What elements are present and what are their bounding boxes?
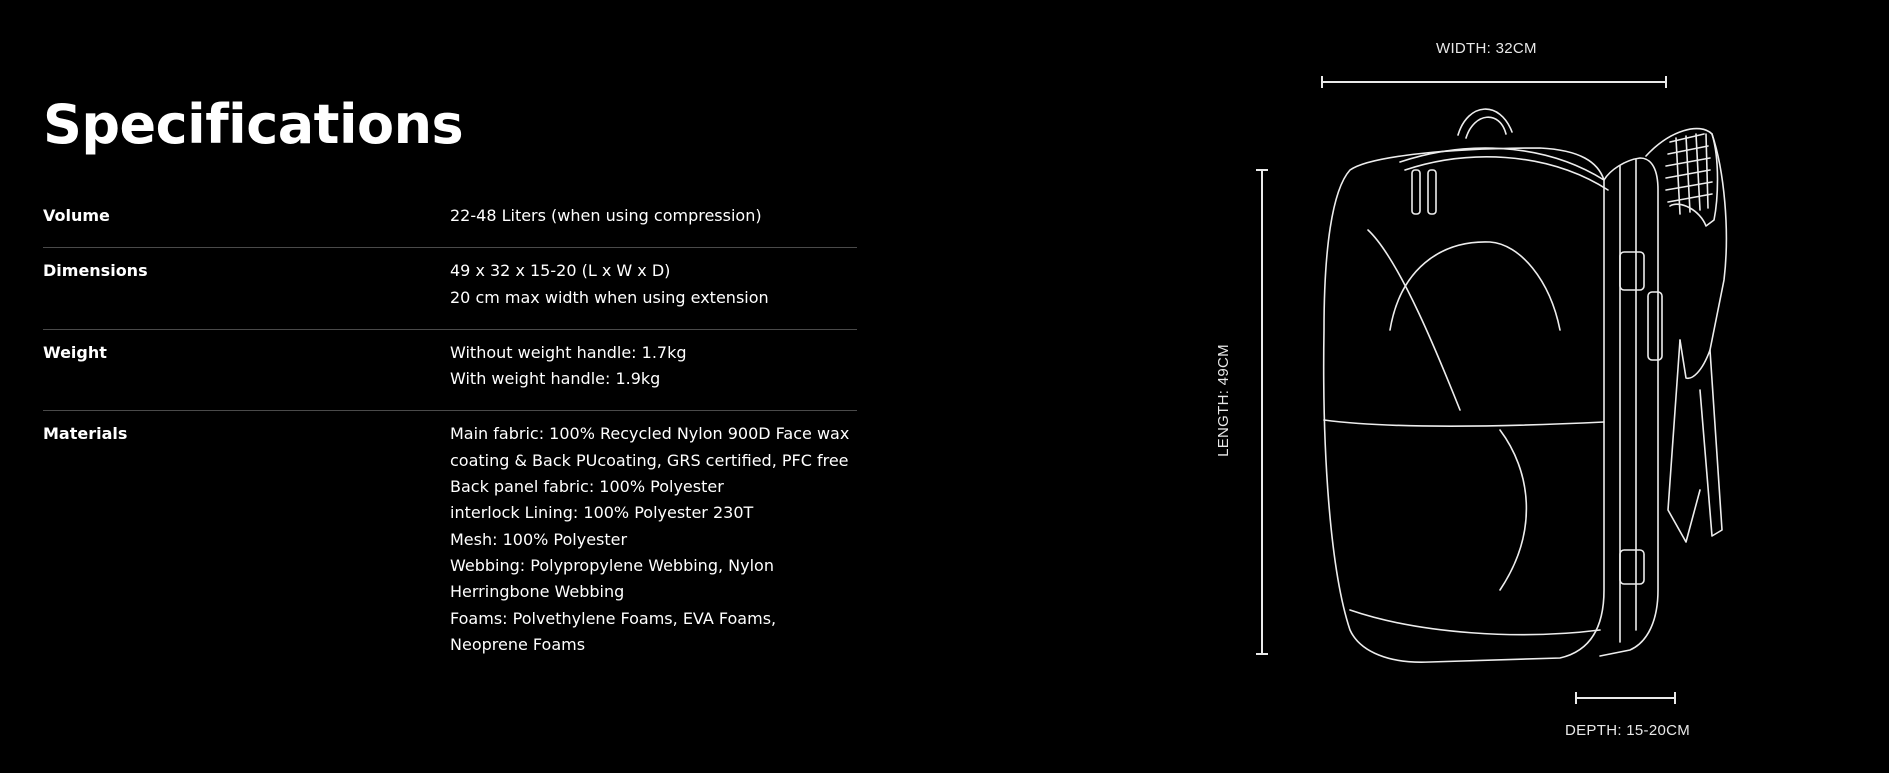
spec-row-volume <box>43 193 857 248</box>
width-label: WIDTH: 32CM <box>1436 40 1537 57</box>
spec-value-line: Main fabric: 100% Recycled Nylon 900D Face wax <box>450 424 850 444</box>
spec-value-line: Webbing: Polypropylene Webbing, Nylon <box>450 555 774 575</box>
width-dimension-line <box>1322 76 1666 88</box>
spec-value-line: Without weight handle: 1.7kg <box>450 342 687 362</box>
spec-value-line: coating & Back PUcoating, GRS certified, PFC free <box>450 450 849 470</box>
spec-value-line: Back panel fabric: 100% Polyester <box>450 477 724 497</box>
spec-row-weight <box>43 330 857 412</box>
spec-values <box>450 203 857 229</box>
spec-value-line: With weight handle: 1.9kg <box>450 369 661 389</box>
spec-value-line: 49 x 32 x 15-20 (L x W x D) <box>450 261 671 281</box>
spec-label: Materials <box>43 424 128 444</box>
spec-value-line: interlock Lining: 100% Polyester 230T <box>450 503 754 523</box>
spec-row-dimensions <box>43 248 857 330</box>
length-dimension-line <box>1256 170 1268 654</box>
backpack-illustration <box>1200 30 1800 750</box>
depth-dimension-line <box>1576 692 1675 704</box>
spec-values <box>450 340 857 393</box>
depth-label: DEPTH: 15-20CM <box>1565 722 1691 739</box>
length-label: LENGTH: 49CM <box>1214 344 1232 457</box>
specifications-table <box>43 193 857 676</box>
spec-label: Volume <box>43 206 110 225</box>
backpack-outline <box>1324 109 1727 662</box>
page-title: Specifications <box>43 93 464 156</box>
spec-value-line: Neoprene Foams <box>450 634 586 654</box>
spec-value-line: Mesh: 100% Polyester <box>450 529 628 549</box>
spec-row-materials <box>43 411 857 676</box>
spec-values <box>450 258 857 311</box>
spec-value-line: Herringbone Webbing <box>450 582 625 602</box>
spec-values <box>450 421 857 658</box>
spec-value-line: Foams: Polvethylene Foams, EVA Foams, <box>450 608 777 628</box>
spec-value-line: 20 cm max width when using extension <box>450 287 769 307</box>
spec-label: Dimensions <box>43 261 148 281</box>
spec-value-line: 22-48 Liters (when using compression) <box>450 206 762 225</box>
spec-label: Weight <box>43 342 107 362</box>
backpack-dimension-diagram <box>1200 30 1800 750</box>
